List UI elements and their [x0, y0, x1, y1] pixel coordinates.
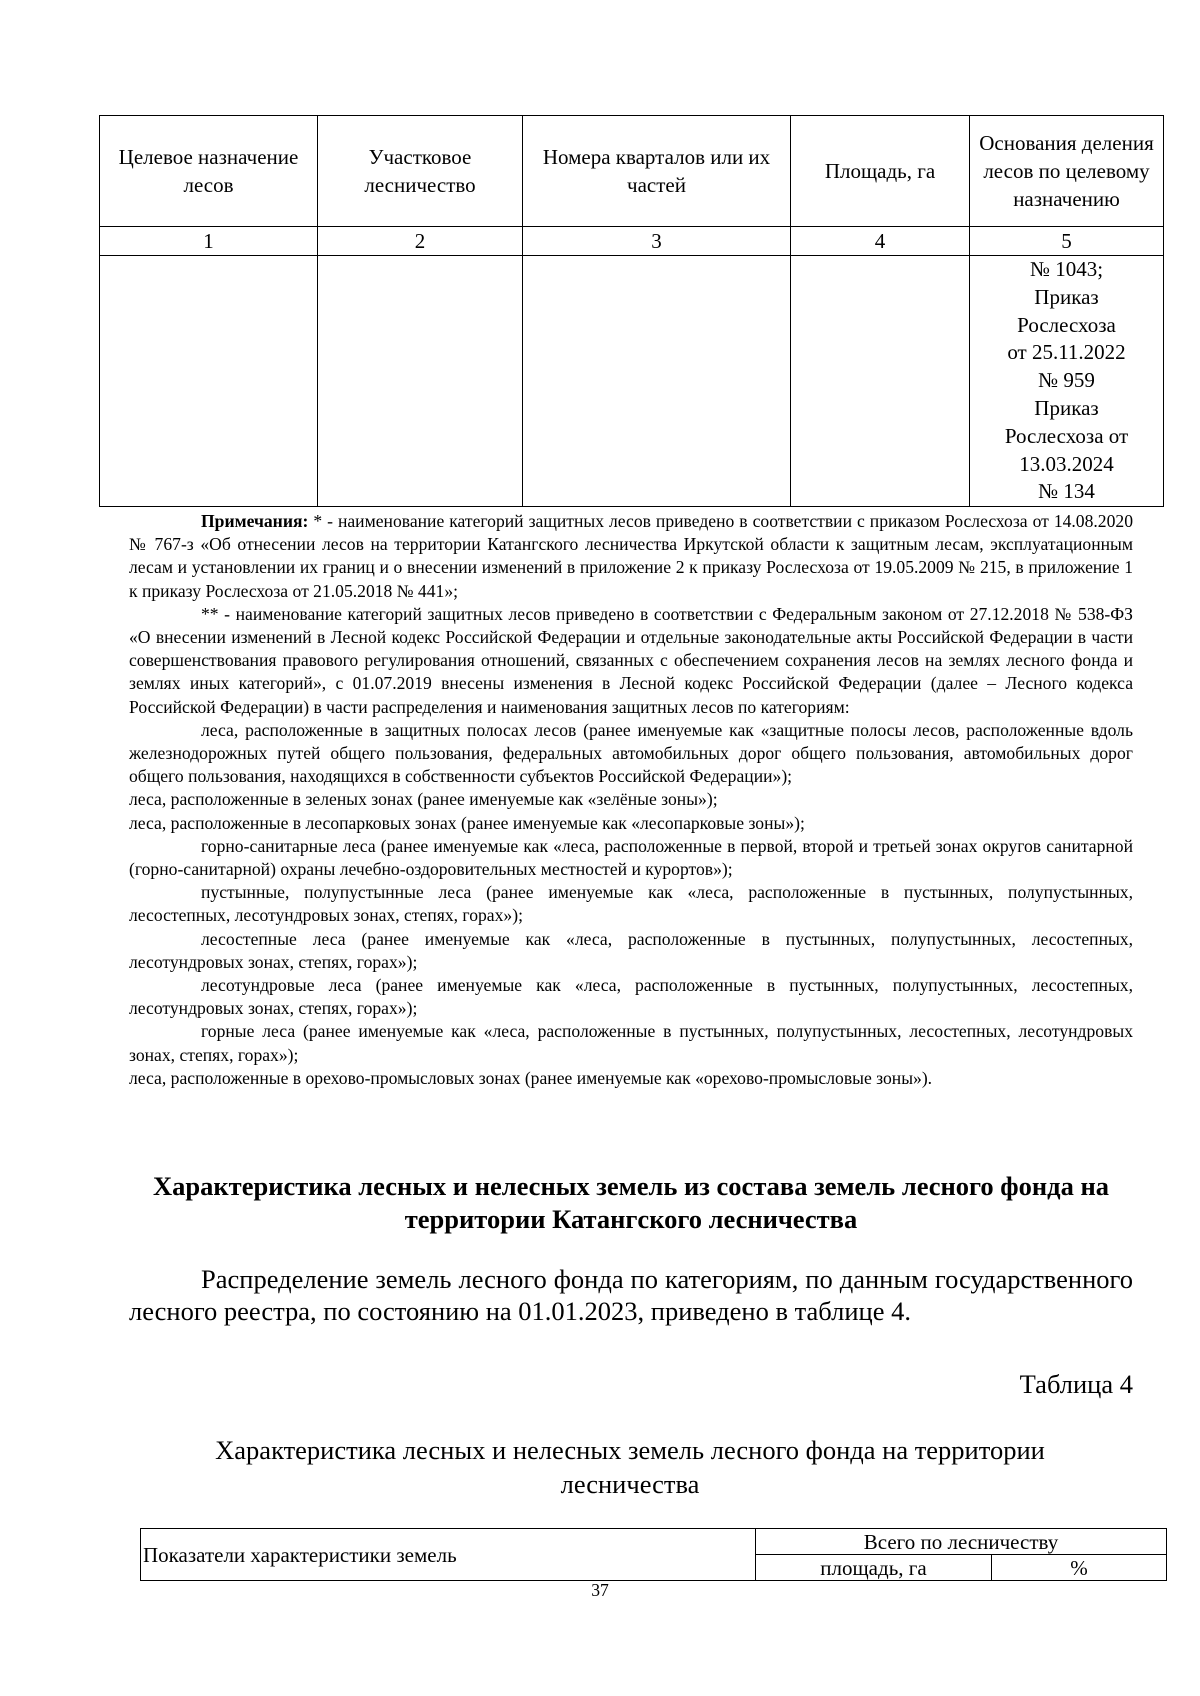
note-paragraph: [129, 510, 1133, 603]
header-total: Всего по лесничеству: [756, 1529, 1167, 1555]
column-number: 4: [791, 227, 970, 256]
header-district: Участковое лесничество: [318, 116, 523, 227]
note-paragraph: леса, расположенные в защитных полосах лесов (ранее именуемые как «защитные полосы лесов, расположенные вдоль железнодорожных путей общего пользования, федеральных автомобильных дорог общего пользования, автомобильных дорог общего пользования, находящихся в собственности субъектов Российской Федерации»);: [129, 719, 1133, 787]
note-paragraph: горные леса (ранее именуемые как «леса, расположенные в пустынных, полупустынных, лесостепных, лесотундровых зонах, степях, горах»);: [129, 1021, 1133, 1065]
cell-basis: [970, 256, 1164, 507]
page-number: 37: [591, 1580, 609, 1600]
land-characteristics-table: [140, 1528, 1167, 1581]
note-paragraph: леса, расположенные в зеленых зонах (ранее именуемые как «зелёные зоны»);: [129, 789, 718, 810]
basis-line: Рослесхоза: [1017, 312, 1116, 337]
header-indicators: Показатели характеристики земель: [141, 1529, 756, 1581]
header-percent: %: [992, 1555, 1167, 1581]
table-label: Таблица 4: [1019, 1369, 1133, 1399]
note-text: * - наименование категорий защитных лесов приведено в соответствии с приказом Рослесхоза от 14.08.2020 № 767-з «Об отнесении лесов на территории Катангского лесничества Иркутской области к защитным лесам, эксплуатационным лесам и установлении их границ и о внесении изменений в приложение 2 к приказу Рослесхоза от 19.05.2009 № 215, в приложение 1 к приказу Рослесхоза от 21.05.2018 № 441»;: [129, 511, 1133, 601]
column-number: 3: [523, 227, 791, 256]
basis-line: № 1043;: [1029, 257, 1104, 281]
basis-line: 13.03.2024: [1019, 451, 1114, 476]
basis-line: Рослесхоза от: [1004, 423, 1129, 448]
note-paragraph: пустынные, полупустынные леса (ранее именуемые как «леса, расположенные в пустынных, полупустынных, лесостепных, лесотундровых зонах, степях, горах»);: [129, 882, 1133, 926]
column-number: 1: [100, 227, 318, 256]
note-paragraph: леса, расположенные в орехово-промысловых зонах (ранее именуемые как «орехово-промысловые зоны»).: [129, 1067, 933, 1088]
table-row: [100, 256, 1164, 507]
header-quarters: Номера кварталов или их частей: [523, 116, 791, 227]
table-header-row: [100, 116, 1164, 227]
basis-line: Приказ: [1034, 395, 1099, 420]
note-paragraph: горно-санитарные леса (ранее именуемые как «леса, расположенные в первой, второй и третьей зонах округов санитарной (горно-санитарной) охраны лечебно-оздоровительных местностей и курортов»);: [129, 835, 1133, 880]
column-number: 2: [318, 227, 523, 256]
notes-lead: Примечания:: [201, 511, 309, 531]
notes-block: [129, 510, 1133, 1090]
header-basis: Основания деления лесов по целевому назначению: [970, 116, 1164, 227]
note-paragraph: лесостепные леса (ранее именуемые как «леса, расположенные в пустынных, полупустынных, лесостепных, лесотундровых зонах, степях, горах»);: [129, 928, 1133, 972]
note-paragraph: лесотундровые леса (ранее именуемые как «леса, расположенные в пустынных, полупустынных, лесостепных, лесотундровых зонах, степях, горах»);: [129, 975, 1133, 1019]
column-number-row: [100, 227, 1164, 256]
basis-line: от 25.11.2022: [1007, 340, 1126, 365]
cell-quarters: [523, 256, 791, 507]
header-area: Площадь, га: [791, 116, 970, 227]
table-caption: Характеристика лесных и нелесных земель лесного фонда на территории лесничества: [215, 1435, 1045, 1499]
basis-line: № 134: [1038, 479, 1095, 504]
basis-line: Приказ: [1034, 284, 1099, 309]
note-paragraph: ** - наименование категорий защитных лесов приведено в соответствии с Федеральным законом от 27.12.2018 № 538-ФЗ «О внесении изменений в Лесной кодекс Российской Федерации и отдельные законодательные акты Российской Федерации в части совершенствования правового регулирования отношений, связанных с обеспечением сохранения лесов на землях лесного фонда и землях иных категорий», с 01.07.2019 внесены изменения в Лесной кодекс Российской Федерации (далее – Лесного кодекса Российской Федерации) в части распределения и наименования защитных лесов по категориям:: [129, 603, 1133, 717]
header-area: площадь, га: [756, 1555, 992, 1581]
body-paragraph: Распределение земель лесного фонда по категориям, по данным государственного лесного реестра, по состоянию на 01.01.2023, приведено в таблице 4.: [129, 1264, 1133, 1326]
basis-line: № 959: [1038, 368, 1095, 393]
forest-purpose-table: [99, 115, 1164, 507]
cell-purpose: [100, 256, 318, 507]
section-title: Характеристика лесных и нелесных земель из состава земель лесного фонда на территории Катангского лесничества: [153, 1171, 1109, 1234]
cell-district: [318, 256, 523, 507]
header-purpose: Целевое назначение лесов: [100, 116, 318, 227]
column-number: 5: [970, 227, 1164, 256]
table-header-row: [141, 1529, 1167, 1555]
note-paragraph: леса, расположенные в лесопарковых зонах (ранее именуемые как «лесопарковые зоны»);: [129, 812, 805, 833]
cell-area: [791, 256, 970, 507]
